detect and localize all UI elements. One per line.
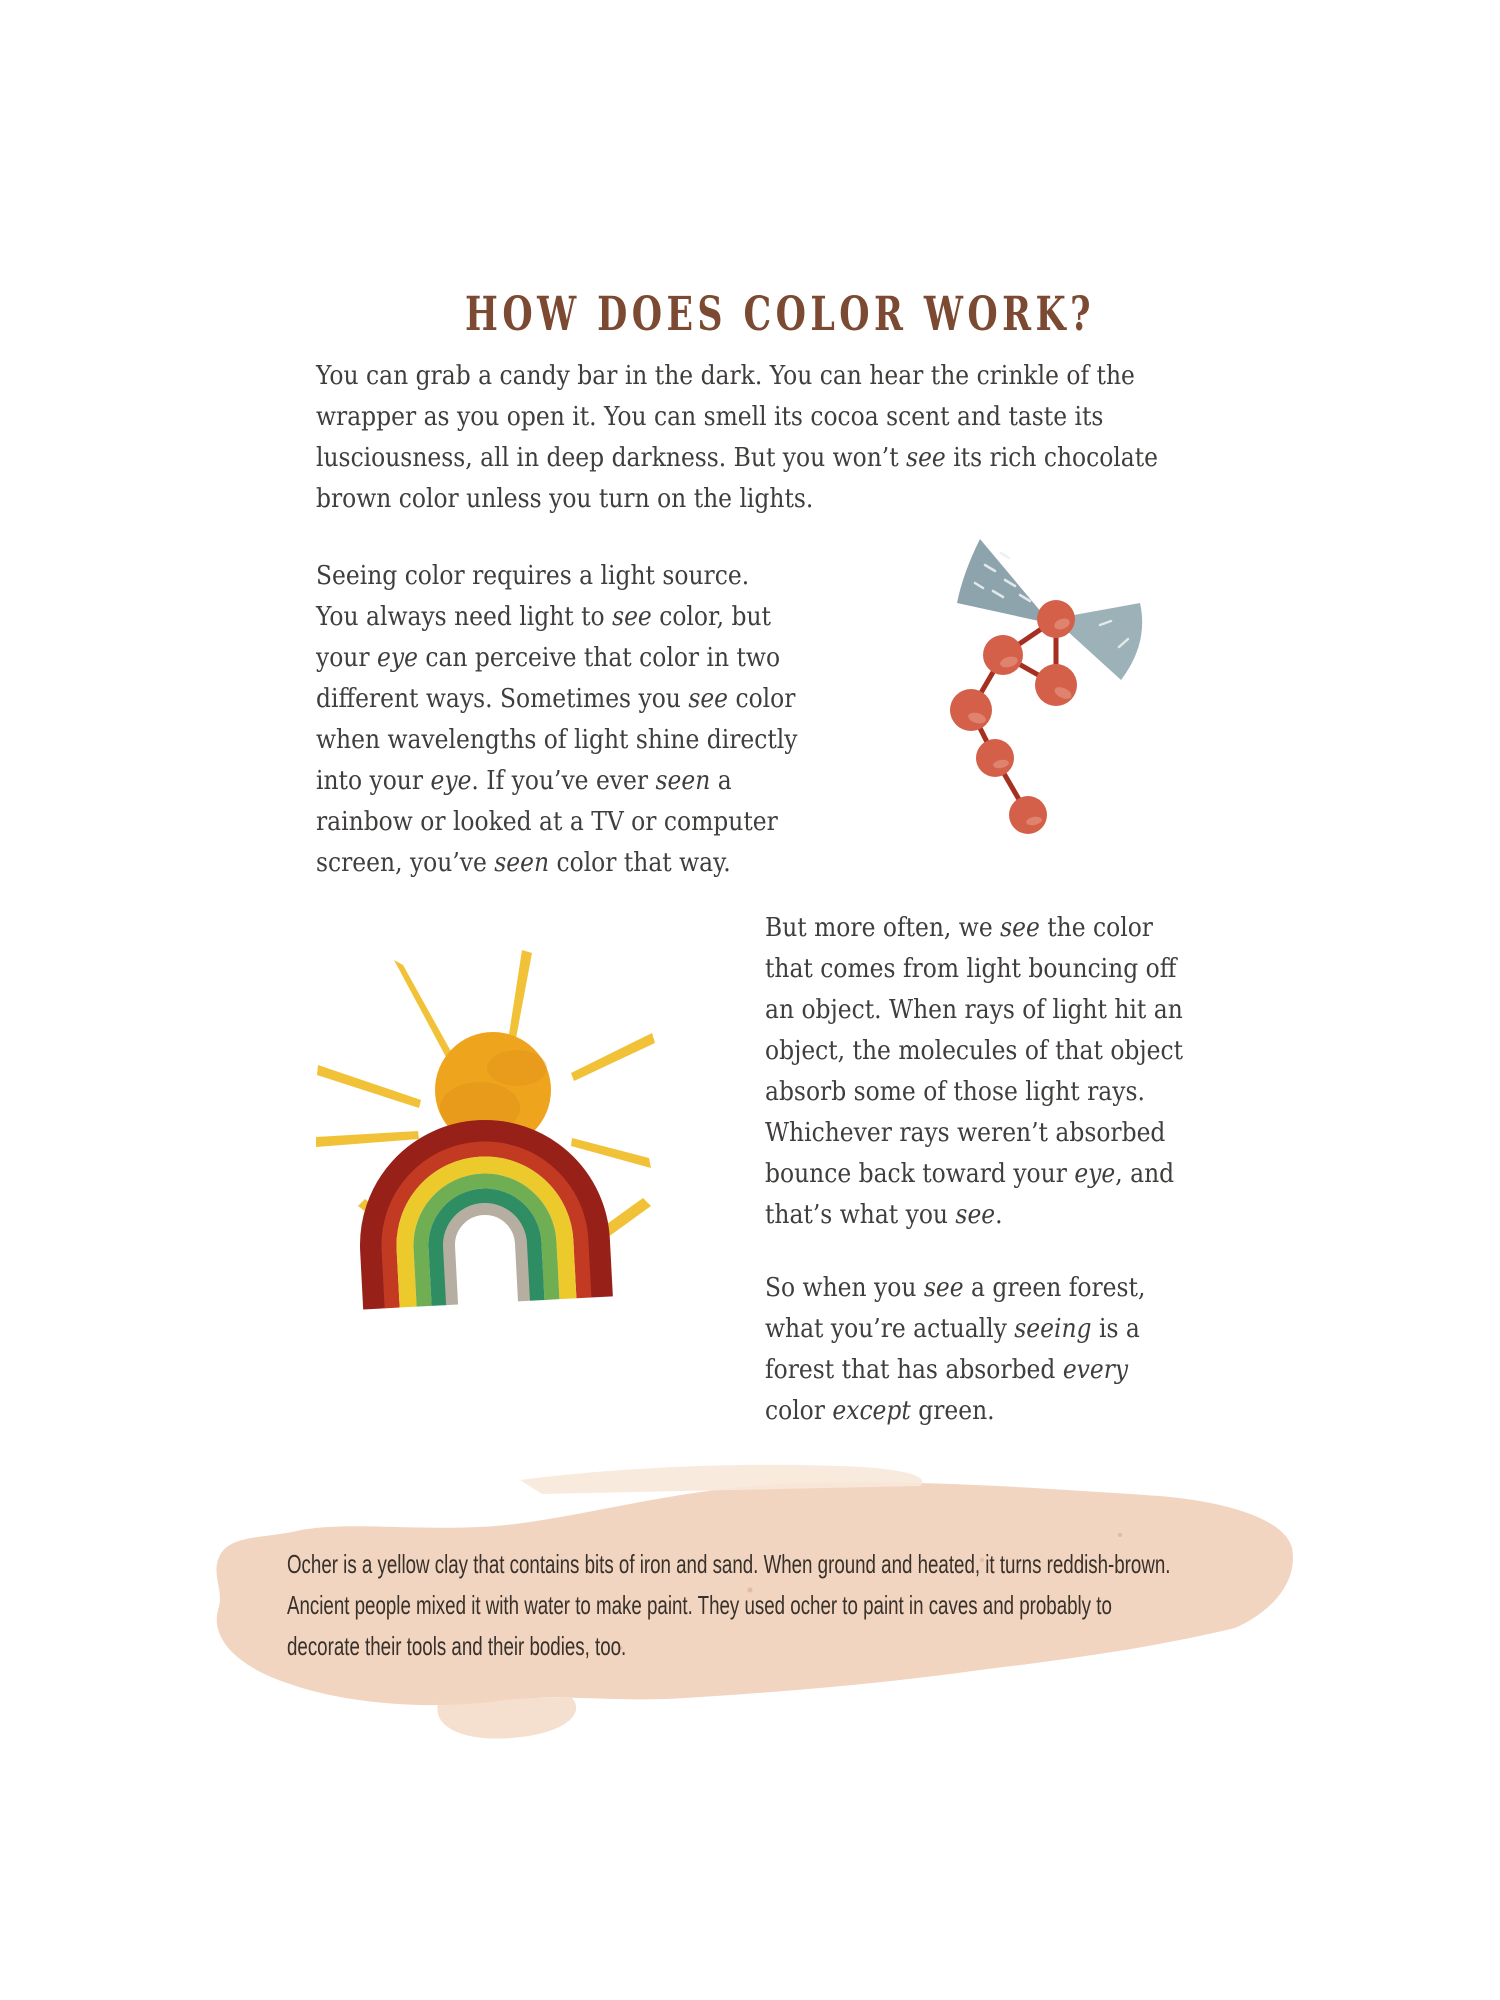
paragraph-green-forest: So when you see a green forest, what you’re actually seeing is a forest that has absorbed every color except green. bbox=[765, 1273, 1146, 1426]
sun-ray bbox=[317, 1065, 421, 1108]
molecule-light-beams-illustration bbox=[935, 525, 1205, 875]
rainbow-band bbox=[447, 1207, 524, 1305]
sun-ray bbox=[571, 1033, 655, 1081]
molecule-node bbox=[950, 689, 992, 731]
callout-line: Ancient people mixed it with water to make paint. They used ocher to paint in caves and probably to bbox=[287, 1590, 1112, 1620]
light-beam-left bbox=[957, 539, 1042, 621]
speckle bbox=[1118, 1533, 1122, 1537]
molecule-node bbox=[1009, 796, 1047, 834]
watercolor-blob-tail bbox=[437, 1698, 576, 1739]
molecule-node bbox=[976, 739, 1014, 777]
light-beam-right bbox=[1063, 603, 1142, 680]
paragraph-light-bouncing: But more often, we see the color that comes from light bouncing off an object. When rays of light hit an object, the molecules of that object absorb some of those light rays. Whichever rays weren’t absorbed bounce back toward your eye, and that’s what you see. bbox=[765, 913, 1184, 1230]
callout-line: decorate their tools and their bodies, too. bbox=[287, 1631, 627, 1661]
ocher-fact-callout bbox=[287, 1544, 1170, 1667]
sun-ray bbox=[571, 1138, 651, 1168]
paragraph-light-source: Seeing color requires a light source. You always need light to see color, but your eye can perceive that color in two different ways. Sometimes you see color when wavelengths of light shine directly into your eye. If you’ve ever seen a rainbow or looked at a TV or computer screen, you’ve seen color that way. bbox=[316, 561, 798, 878]
molecule-node bbox=[983, 635, 1023, 675]
page-title: HOW DOES COLOR WORK? bbox=[465, 287, 1095, 343]
paragraph-candy-bar: You can grab a candy bar in the dark. You can hear the crinkle of the wrapper as you open it. You can smell its cocoa scent and taste its lusciousness, all in deep darkness. But you won’t see its rich chocolate brown color unless you turn on the lights. bbox=[316, 361, 1158, 514]
sun-shading bbox=[487, 1050, 547, 1086]
molecule-node bbox=[1037, 600, 1075, 638]
molecule-node bbox=[1035, 664, 1077, 706]
sun-ray bbox=[316, 1131, 419, 1147]
rainbow bbox=[365, 1125, 602, 1309]
callout-line: Ocher is a yellow clay that contains bits of iron and sand. When ground and heated, it turns reddish-brown. bbox=[287, 1549, 1171, 1579]
sun-ray bbox=[507, 950, 532, 1049]
sun-rainbow-illustration bbox=[285, 940, 715, 1390]
sun-ray bbox=[394, 960, 453, 1057]
